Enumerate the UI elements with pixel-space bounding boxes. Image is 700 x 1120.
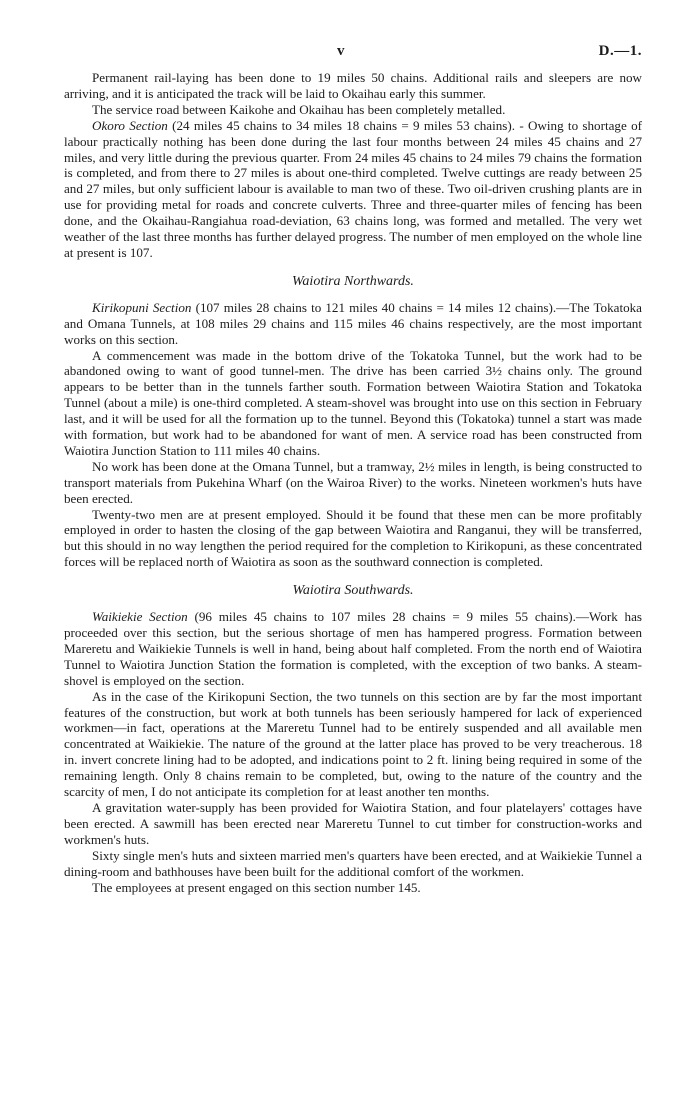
paragraph-text: Sixty single men's huts and sixteen married men's quarters have been erected, and at Waikiekie Tunnel a dining-room and bathhouses have been built for the additional comfort of the workmen. xyxy=(64,847,642,879)
south-section xyxy=(64,609,642,895)
paragraph-text: A gravitation water-supply has been provided for Waiotira Station, and four platelayers' cottages have been erected. A sawmill has been erected near Mareretu Tunnel to cut timber for construction-works and workmen's huts. xyxy=(64,799,642,847)
paragraph-text: (96 miles 45 chains to 107 miles 28 chains = 9 miles 55 chains).—Work has proceeded over this section, but the serious shortage of men has hampered progress. Formation between Mareretu and Waikiekie Tunnels is well in hand, being about half completed. From the north end of Waiotira Tunnel to Waiotira Junction Station the formation is completed, with the exception of two banks. A steam-shovel is employed on the section. xyxy=(64,609,642,688)
section-heading: Waiotira Northwards. xyxy=(292,273,414,289)
paragraph xyxy=(64,300,642,348)
section-lead: Okoro Section xyxy=(92,117,168,133)
paragraph-text: The service road between Kaikohe and Okaihau has been completely metalled. xyxy=(92,101,506,117)
intro-section xyxy=(64,70,642,261)
paragraph xyxy=(64,800,642,848)
paragraph xyxy=(64,70,642,102)
paragraph xyxy=(64,102,642,118)
page-header xyxy=(64,44,642,66)
section-lead: Waikiekie Section xyxy=(92,609,188,625)
paragraph-text: (24 miles 45 chains to 34 miles 18 chains = 9 miles 53 chains). - Owing to shortage of labour practically nothing has been done during the last four months between 24 miles 45 chains and 27 miles, and very little during the previous quarter. From 24 miles 45 chains to 24 miles 79 chains the formation is completed, and from there to 27 miles is about one-third completed. Twelve cuttings are ready between 25 and 27 miles, but only sufficient labour is available to man two of these. Two oil-driven crushing plants are in use for providing metal for roads and concrete culverts. Three and three-quarter miles of fencing has been done, and the Okaihau-Rangiahua road-deviation, 63 chains long, was formed and metalled. The very wet weather of the last three months has further delayed progress. The number of men employed on the whole line at present is 107. xyxy=(64,117,642,260)
paragraph xyxy=(64,507,642,571)
paragraph xyxy=(64,689,642,800)
paragraph-text: Twenty-two men are at present employed. Should it be found that these men can be more profitably employed in order to hasten the closing of the gap between Waiotira and Ranganui, they will be transferred, but this should in no way lengthen the period required for the completion to Kirikopuni, as these concentrated forces will be replaced north of Waiotira as soon as the southward connection is completed. xyxy=(64,506,642,570)
paragraph-text: Permanent rail-laying has been done to 19 miles 50 chains. Additional rails and sleepers are now arriving, and it is anticipated the track will be laid to Okaihau early this summer. xyxy=(64,70,642,101)
paragraph-text: No work has been done at the Omana Tunnel, but a tramway, 2½ miles in length, is being constructed to transport materials from Pukehina Wharf (on the Wairoa River) to the works. Nineteen workmen's huts have been erected. xyxy=(64,458,642,506)
paragraph-text: As in the case of the Kirikopuni Section, the two tunnels on this section are by far the most important features of the construction, but work at both tunnels has been seriously hampered for lack of experienced workmen—in fact, operations at the Mareretu Tunnel had to be entirely suspended and all available men concentrated at Waikiekie. The nature of the ground at the latter place has proved to be very treacherous. 18 in. invert concrete lining had to be adopted, and indications point to 2 ft. lining being required in some of the remaining length. Only 8 chains remain to be completed, but, owing to the nature of the country and the scarcity of men, I do not anticipate its completion for at least another ten months. xyxy=(64,688,642,800)
paragraph-text: (107 miles 28 chains to 121 miles 40 chains = 14 miles 12 chains).—The Tokatoka and Omana Tunnels, at 108 miles 29 chains and 115 miles 46 chains respectively, are the most important works on this section. xyxy=(64,299,642,347)
page-number: v xyxy=(337,43,345,59)
section-heading: Waiotira Southwards. xyxy=(292,583,414,599)
paragraph xyxy=(64,348,642,459)
document-reference: D.—1. xyxy=(598,43,642,59)
paragraph-text: A commencement was made in the bottom drive of the Tokatoka Tunnel, but the work had to be abandoned owing to want of good tunnel-men. The drive has been carried 3½ chains only. The ground appears to be better than in the tunnels farther south. Formation between Waiotira Station and Tokatoka Tunnel (about a mile) is one-third completed. A steam-shovel was brought into use on this section in February last, and it will be used for all the formation up to the tunnel. Beyond this (Tokatoka) tunnel a start was made with formation, but work had to be abandoned for want of men. A service road has been constructed from Waiotira Junction Station to 111 miles 40 chains. xyxy=(64,347,642,458)
north-section xyxy=(64,300,642,570)
paragraph xyxy=(64,609,642,689)
paragraph xyxy=(64,880,642,896)
paragraph-text: The employees at present engaged on this section number 145. xyxy=(92,879,421,895)
paragraph xyxy=(64,459,642,507)
paragraph xyxy=(64,118,642,261)
paragraph xyxy=(64,848,642,880)
section-lead: Kirikopuni Section xyxy=(92,299,192,315)
